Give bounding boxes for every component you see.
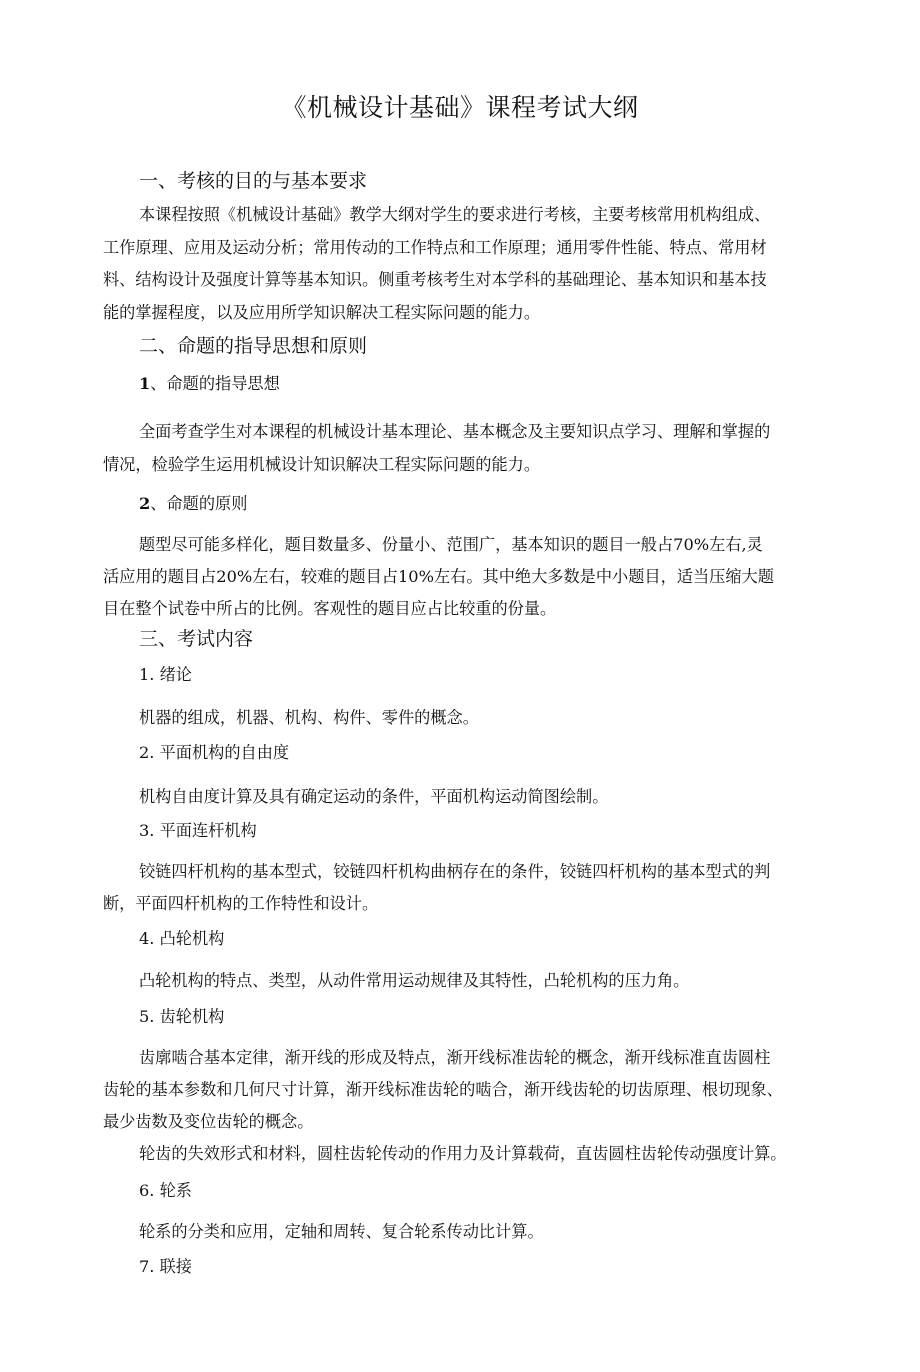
sub-1-number: 1 (139, 374, 151, 393)
sub-2-number: 2 (139, 494, 151, 513)
section-1-line-1: 本课程按照《机械设计基础》教学大纲对学生的要求进行考核，主要考核常用机构组成、 (139, 205, 771, 224)
item-7-heading: 7. 联接 (139, 1257, 192, 1276)
section-1-line-2: 工作原理、应用及运动分析；常用传动的工作特点和工作原理；通用零件性能、特点、常用材 (103, 238, 767, 257)
item-6-line-1: 轮系的分类和应用，定轴和周转、复合轮系传动比计算。 (139, 1222, 544, 1241)
sub-1-label: 、命题的指导思想 (150, 374, 280, 393)
sub-2-label: 、命题的原则 (150, 494, 248, 513)
item-3-heading: 3. 平面连杆机构 (139, 821, 257, 840)
document-title: 《机械设计基础》课程考试大纲 (281, 93, 639, 122)
item-4-heading: 4. 凸轮机构 (139, 929, 225, 948)
item-6-heading: 6. 轮系 (139, 1181, 192, 1200)
section-1-line-4: 能的掌握程度，以及应用所学知识解决工程实际问题的能力。 (103, 303, 541, 322)
section-3-heading: 三、考试内容 (139, 628, 254, 650)
section-2-sub-2-line-1: 题型尽可能多样化，题目数量多、份量小、范围广，基本知识的题目一般占70%左右,灵 (139, 535, 763, 554)
item-5-line-3: 最少齿数及变位齿轮的概念。 (103, 1112, 314, 1131)
section-2-sub-2-line-2: 活应用的题目占20%左右，较难的题目占10%左右。其中绝大多数是中小题目，适当压缩大题 (103, 567, 774, 586)
section-2-heading: 二、命题的指导思想和原则 (139, 335, 368, 357)
section-1-line-3: 料、结构设计及强度计算等基本知识。侧重考核考生对本学科的基础理论、基本知识和基本技 (103, 270, 767, 289)
item-5-line-1: 齿廓啮合基本定律，渐开线的形成及特点，渐开线标准齿轮的概念，渐开线标准直齿圆柱 (139, 1048, 771, 1067)
item-2-line-1: 机构自由度计算及具有确定运动的条件，平面机构运动简图绘制。 (139, 787, 609, 806)
section-1-heading: 一、考核的目的与基本要求 (139, 170, 368, 192)
item-5-line-4: 轮齿的失效形式和材料，圆柱齿轮传动的作用力及计算载荷，直齿圆柱齿轮传动强度计算。 (139, 1144, 787, 1163)
item-5-heading: 5. 齿轮机构 (139, 1007, 225, 1026)
section-2-sub-2-line-3: 目在整个试卷中所占的比例。客观性的题目应占比较重的份量。 (103, 599, 557, 618)
item-1-heading: 1. 绪论 (139, 665, 192, 684)
section-2-sub-2-heading (139, 496, 247, 512)
item-4-line-1: 凸轮机构的特点、类型，从动件常用运动规律及其特性，凸轮机构的压力角。 (139, 971, 690, 990)
item-2-heading: 2. 平面机构的自由度 (139, 743, 290, 762)
item-5-line-2: 齿轮的基本参数和几何尺寸计算，渐开线标准齿轮的啮合，渐开线齿轮的切齿原理、根切现象、 (103, 1080, 783, 1099)
item-3-line-1: 铰链四杆机构的基本型式，铰链四杆机构曲柄存在的条件，铰链四杆机构的基本型式的判 (139, 862, 771, 881)
item-3-line-2: 断，平面四杆机构的工作特性和设计。 (103, 894, 379, 913)
section-2-sub-1-heading (139, 376, 280, 392)
section-2-sub-1-line-2: 情况，检验学生运用机械设计知识解决工程实际问题的能力。 (103, 455, 541, 474)
section-2-sub-1-line-1: 全面考查学生对本课程的机械设计基本理论、基本概念及主要知识点学习、理解和掌握的 (139, 422, 771, 441)
item-1-line-1: 机器的组成，机器、机构、构件、零件的概念。 (139, 708, 479, 727)
